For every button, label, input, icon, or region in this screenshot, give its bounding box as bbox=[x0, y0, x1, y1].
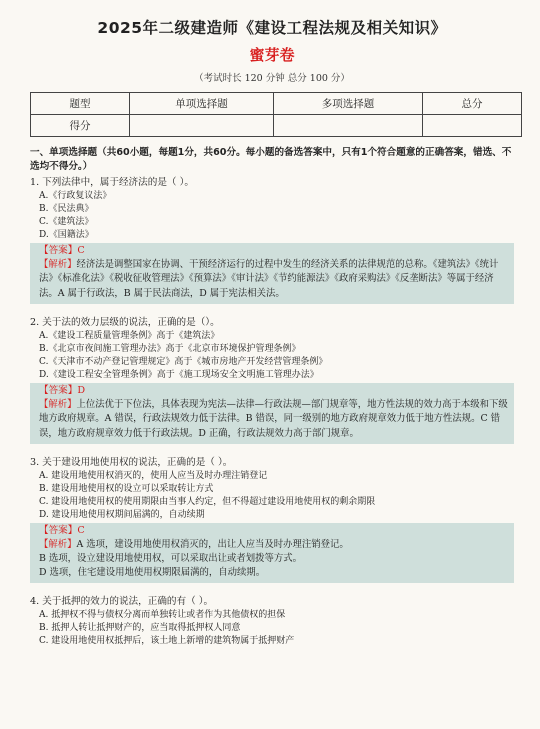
score-table-header-cell: 总分 bbox=[423, 93, 522, 115]
analysis bbox=[33, 398, 511, 442]
question bbox=[30, 316, 514, 444]
question-stem: 4. 关于抵押的效力的说法，正确的有（ ）。 bbox=[30, 596, 214, 607]
question bbox=[30, 456, 514, 583]
analysis-text: 经济法是调整国家在协调、干预经济运行的过程中发生的经济关系的法律规范的总称。《建筑法》《统计法》《标准化法》《税收征收管理法》《预算法》《审计法》《节约能源法》《政府采购法》《反垄断法》等属于经济法。A 属于行政法，B 属于民法商法，D 属于宪法相关法。 bbox=[39, 258, 499, 299]
question-option: A. 抵押权不得与债权分离而单独转让或者作为其他债权的担保 bbox=[39, 609, 286, 620]
analysis-label: 【解析】 bbox=[39, 398, 77, 410]
page-subtitle: 蜜芽卷 bbox=[249, 46, 295, 64]
score-table-header-cell: 题型 bbox=[31, 93, 130, 115]
analysis bbox=[33, 538, 511, 553]
question-option: D.《国籍法》 bbox=[39, 229, 94, 240]
question-option: C.《建筑法》 bbox=[39, 216, 94, 227]
score-row-label: 得分 bbox=[31, 115, 130, 137]
answer-box bbox=[30, 383, 514, 445]
question bbox=[30, 176, 514, 304]
analysis-line: D 选项，住宅建设用地使用权期限届满的，自动续期。 bbox=[39, 567, 266, 578]
question-option: B.《民法典》 bbox=[39, 203, 94, 214]
answer-box bbox=[30, 523, 514, 584]
question-option: C. 建设用地使用权抵押后，该土地上新增的建筑物属于抵押财产 bbox=[39, 635, 295, 646]
question-option: B. 建设用地使用权的设立可以采取转让方式 bbox=[39, 483, 214, 494]
question-option: C.《天津市不动产登记管理规定》高于《城市房地产开发经营管理条例》 bbox=[39, 356, 328, 367]
question-option: A. 建设用地使用权消灭的，使用人应当及时办理注销登记 bbox=[39, 470, 268, 481]
score-table-header-row bbox=[31, 93, 522, 115]
score-table-header-cell: 单项选择题 bbox=[130, 93, 274, 115]
analysis-text: 上位法优于下位法，具体表现为宪法—法律—行政法规—部门规章等，地方性法规的效力高于本级和下级地方政府规章。A 错误，行政法规效力低于法律。B 错误，同一级别的地方政府规章效力低于地方性法规。C 错误，地方政府规章效力低于行政法规。D 正确，行政法规效力高于部门规章。 bbox=[39, 398, 508, 439]
score-cell bbox=[423, 115, 522, 137]
answer-label: 【答案】C bbox=[39, 524, 85, 536]
page-title: 2025年二级建造师《建设工程法规及相关知识》 bbox=[97, 19, 447, 37]
question-option: C. 建设用地使用权的使用期限由当事人约定，但不得超过建设用地使用权的剩余期限 bbox=[39, 496, 376, 507]
question-stem: 1. 下列法律中，属于经济法的是（ ）。 bbox=[30, 177, 194, 188]
question-option: B. 抵押人转让抵押财产的，应当取得抵押权人同意 bbox=[39, 622, 241, 633]
answer-box bbox=[30, 243, 514, 305]
question-option: B.《北京市夜间施工管理办法》高于《北京市环境保护管理条例》 bbox=[39, 343, 301, 354]
question-option: A.《行政复议法》 bbox=[39, 190, 112, 201]
question-option: A.《建设工程质量管理条例》高于《建筑法》 bbox=[39, 330, 220, 341]
answer-label: 【答案】C bbox=[39, 244, 85, 256]
question-option: D. 建设用地使用权期间届满的，自动续期 bbox=[39, 509, 205, 520]
section-heading: 一、单项选择题（共60小题，每题1分，共60分。每小题的备选答案中，只有1个符合题意的正确答案，错选、不选均不得分。） bbox=[30, 147, 512, 172]
exam-info: （考试时长 120 分钟 总分 100 分） bbox=[194, 73, 350, 84]
score-cell bbox=[130, 115, 274, 137]
score-table-score-row bbox=[31, 115, 522, 137]
analysis bbox=[33, 258, 511, 302]
question-stem: 3. 关于建设用地使用权的说法，正确的是（ ）。 bbox=[30, 457, 233, 468]
analysis-text: A 选项，建设用地使用权消灭的，出让人应当及时办理注销登记。 bbox=[76, 538, 349, 550]
score-cell bbox=[274, 115, 423, 137]
question-option: D.《建设工程安全管理条例》高于《施工现场安全文明施工管理办法》 bbox=[39, 369, 319, 380]
analysis-label: 【解析】 bbox=[39, 258, 77, 270]
score-table-header-cell: 多项选择题 bbox=[274, 93, 423, 115]
question bbox=[30, 595, 514, 648]
answer-label: 【答案】D bbox=[39, 384, 86, 396]
analysis-label: 【解析】 bbox=[39, 538, 77, 550]
analysis-line: B 选项，设立建设用地使用权，可以采取出让或者划拨等方式。 bbox=[39, 553, 302, 564]
question-stem: 2. 关于法的效力层级的说法，正确的是（）。 bbox=[30, 317, 220, 328]
score-table bbox=[30, 92, 522, 137]
